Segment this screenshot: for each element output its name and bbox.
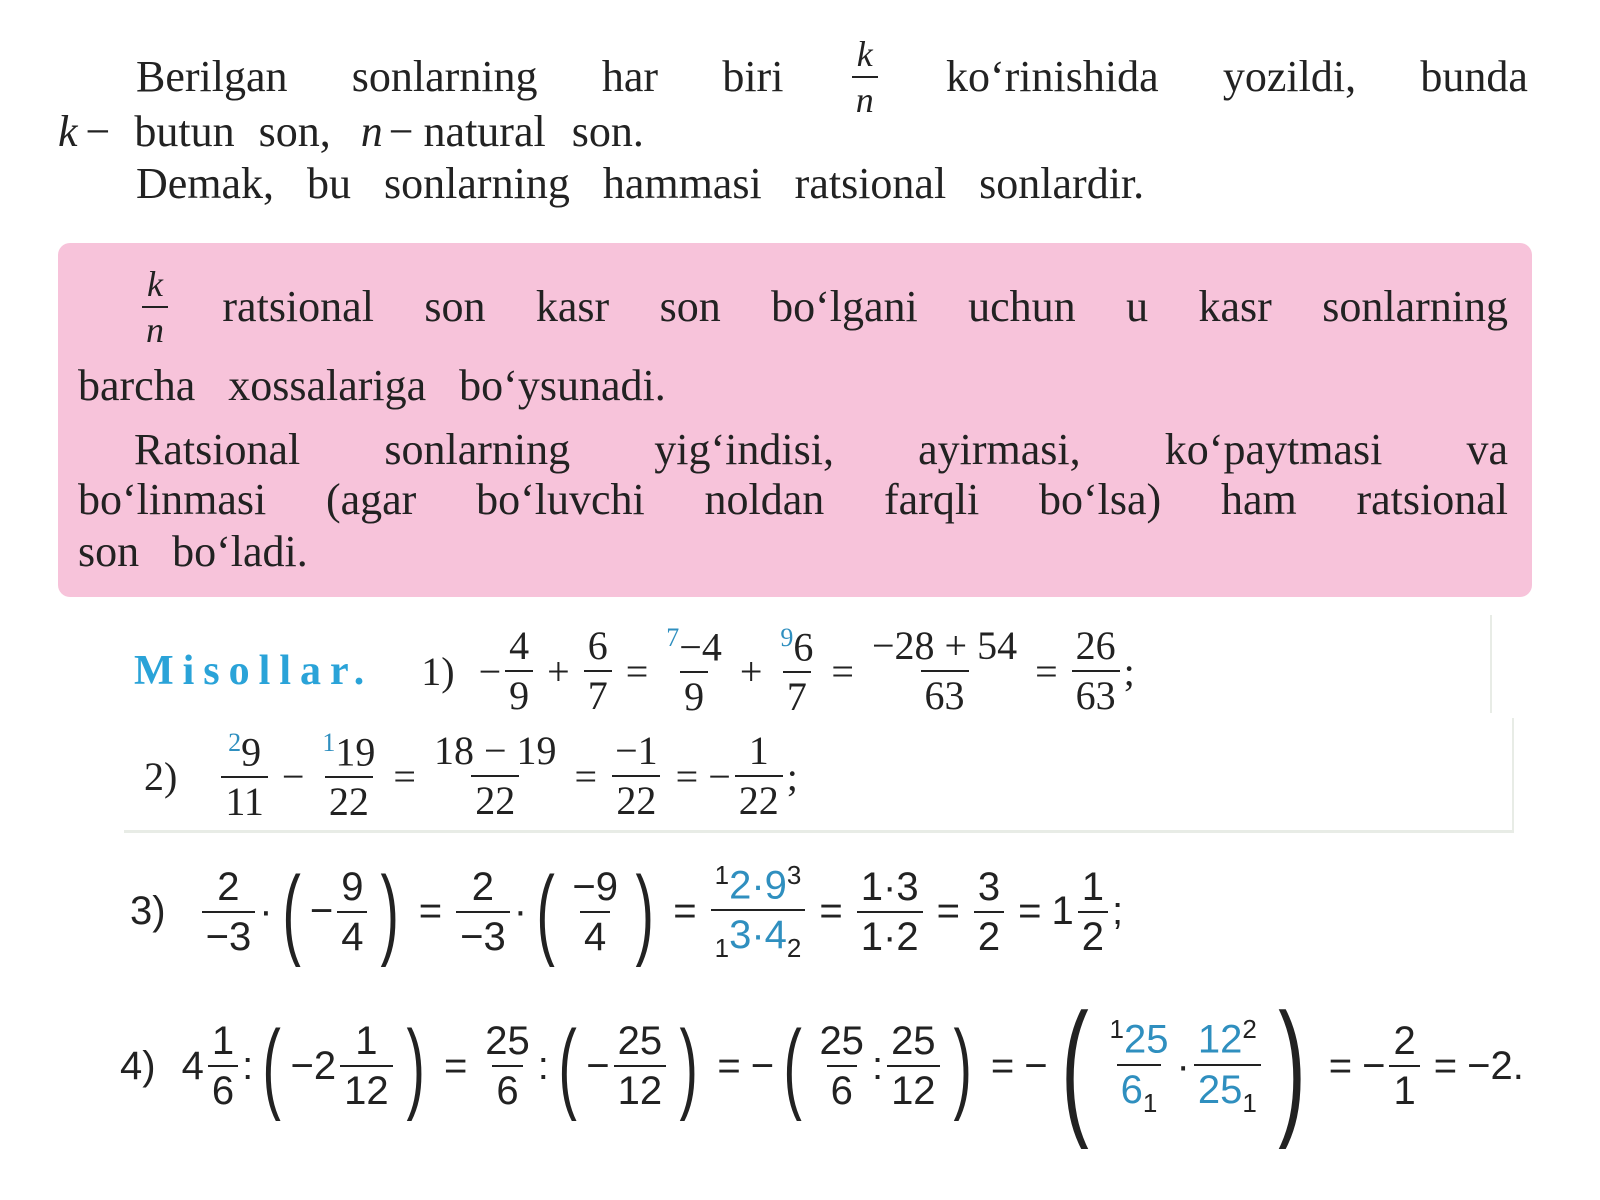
whole-part: −2 (290, 1043, 337, 1088)
denominator: 4 (580, 911, 610, 957)
numerator: k (147, 264, 163, 304)
rule-line-3 (134, 425, 1508, 474)
denominator: −3 (456, 911, 510, 957)
example-label: 4) (120, 1043, 156, 1088)
denominator: 1 (1389, 1065, 1419, 1111)
cancel-note: 1 (714, 860, 730, 890)
fraction (1072, 623, 1120, 719)
fraction (735, 728, 783, 824)
fraction (815, 1021, 868, 1111)
denominator: 7 (783, 671, 811, 717)
equals-sign: = (1433, 1043, 1458, 1088)
equals-sign: = (675, 753, 699, 799)
denominator (1194, 1064, 1261, 1116)
example-label: 2) (144, 753, 178, 799)
scale-factor: 7 (666, 623, 680, 652)
denominator: 12 (340, 1065, 393, 1111)
left-paren: ( (558, 1010, 577, 1122)
fraction (340, 1021, 393, 1111)
fraction (456, 864, 510, 959)
intro-line-2 (58, 107, 644, 156)
semicolon: ; (786, 753, 798, 799)
left-paren: ( (536, 855, 555, 968)
numerator-value: 6 (793, 624, 814, 670)
left-paren: ( (1060, 982, 1089, 1150)
colon-operator: : (871, 1043, 884, 1088)
word: kasr (535, 282, 610, 331)
equals-sign: = (717, 1043, 741, 1088)
word: bo‘linmasi (78, 475, 267, 524)
equals-sign: = (990, 1043, 1015, 1088)
denominator: 9 (505, 670, 533, 716)
word: farqli (883, 475, 980, 524)
scale-factor: 2 (228, 728, 242, 757)
colon-operator: : (537, 1043, 549, 1088)
left-paren: ( (282, 855, 301, 968)
cancel-note: 1 (714, 933, 730, 964)
right-paren: ) (380, 855, 400, 968)
divider (1490, 615, 1492, 713)
fraction (202, 864, 256, 959)
numerator (711, 862, 806, 909)
fraction (662, 623, 726, 720)
denominator (711, 909, 806, 964)
word: Ratsional (134, 425, 301, 474)
word: son (424, 282, 486, 331)
dot-operator: · (1176, 1043, 1190, 1088)
right-paren: ) (406, 1010, 425, 1122)
numerator: 1 (211, 1019, 235, 1063)
fraction (868, 623, 1021, 719)
rule-line-1 (138, 266, 1508, 348)
denominator: 2 (974, 911, 1004, 957)
word: ratsional (222, 282, 374, 331)
right-paren: ) (635, 855, 654, 968)
equals-sign: = (936, 889, 960, 934)
numerator: 1·3 (860, 864, 919, 909)
numerator: 2 (1393, 1019, 1416, 1063)
numerator (776, 625, 817, 671)
minus-sign: − (281, 753, 305, 799)
denominator: 4 (337, 911, 367, 957)
fraction (887, 1021, 940, 1111)
minus-sign: − (1362, 1043, 1386, 1088)
denominator: n (142, 306, 168, 348)
word: bo‘luvchi (476, 475, 645, 524)
word: son (659, 282, 721, 331)
example-4 (120, 982, 1524, 1150)
cancel-note: 2 (786, 933, 802, 964)
word: yozildi, (1222, 52, 1357, 101)
examples-heading: Misollar. (134, 648, 374, 695)
minus-sign: − (586, 1043, 610, 1088)
fraction (568, 864, 622, 959)
equals-sign: = (819, 889, 843, 934)
rule-line-2: barcha xossalariga bo‘ysunadi. (78, 361, 666, 410)
dash: − (85, 107, 111, 156)
numerator: k (856, 34, 873, 74)
word: va (1466, 425, 1508, 474)
semicolon: ; (1123, 648, 1135, 694)
denominator: 6 (827, 1065, 857, 1111)
numerator: 1 (355, 1019, 378, 1063)
word: sonlarning (384, 425, 571, 474)
fraction (1078, 864, 1108, 959)
word: sonlarning (351, 52, 538, 101)
denominator-value: 25 (1197, 1067, 1243, 1112)
minus-sign: − (1024, 1043, 1048, 1088)
right-paren: ) (679, 1010, 698, 1122)
plus-sign: + (547, 648, 570, 694)
dash: − (388, 107, 414, 156)
fraction (505, 623, 533, 719)
numerator-value: −4 (679, 624, 722, 670)
numerator: 2 (217, 864, 240, 909)
equals-sign: = (443, 1043, 468, 1088)
numerator: −28 + 54 (871, 623, 1018, 669)
numerator: 9 (341, 864, 364, 909)
numerator: 3 (977, 864, 1001, 909)
equals-sign: = (574, 753, 598, 799)
numerator: 25 (617, 1019, 663, 1063)
word: uchun (968, 282, 1076, 331)
whole-part: 1 (1051, 889, 1074, 934)
equals-sign: = (1328, 1043, 1353, 1088)
numerator: 25 (485, 1019, 530, 1063)
numerator: 1 (748, 728, 769, 774)
minus-sign: − (309, 889, 334, 934)
result: −2. (1467, 1043, 1524, 1088)
word: son. (571, 107, 644, 156)
fraction (611, 728, 662, 824)
denominator: 12 (614, 1065, 667, 1111)
minus-sign: − (708, 753, 731, 799)
fraction-k-over-n (142, 266, 168, 348)
fraction (614, 1021, 667, 1111)
equals-sign: = (831, 648, 854, 694)
fraction (584, 623, 612, 719)
numerator-value: 25 (1124, 1017, 1169, 1062)
example-label: 3) (130, 889, 166, 934)
numerator-value: 19 (335, 729, 376, 775)
denominator: 1·2 (857, 911, 923, 957)
denominator: 22 (471, 775, 519, 821)
numerator: 26 (1075, 623, 1116, 669)
numerator (318, 730, 379, 776)
minus-sign: − (478, 648, 502, 694)
word: biri (722, 52, 784, 101)
fraction (221, 728, 268, 825)
numerator-value: 12 (1197, 1017, 1243, 1062)
equals-sign: = (418, 889, 443, 934)
word: ham (1220, 475, 1297, 524)
fraction (974, 864, 1004, 959)
numerator: 25 (819, 1019, 864, 1063)
word: ko‘rinishida (945, 52, 1159, 101)
denominator: 9 (680, 671, 708, 717)
denominator: 12 (887, 1065, 940, 1111)
denominator: 22 (325, 776, 373, 822)
numerator: 2 (471, 864, 495, 909)
var-n: n (360, 107, 383, 156)
denominator: 7 (584, 670, 612, 716)
whole-part: 4 (181, 1043, 204, 1088)
denominator: 11 (221, 776, 268, 822)
dot-operator: · (259, 889, 273, 934)
denominator: 63 (1072, 670, 1120, 716)
intro-line-3: Demak, bu sonlarning hammasi ratsional sonlardir. (136, 159, 1145, 208)
fraction (481, 1021, 534, 1111)
word: butun (134, 107, 235, 156)
rule-line-5: son bo‘ladi. (78, 527, 308, 576)
numerator: 1 (1081, 864, 1105, 909)
numerator (224, 730, 265, 776)
word: yig‘indisi, (654, 425, 834, 474)
example-1 (134, 623, 1135, 720)
denominator: −3 (202, 911, 256, 957)
word: noldan (704, 475, 825, 524)
equals-sign: = (625, 648, 649, 694)
word: bunda (1420, 52, 1528, 101)
numerator (1194, 1016, 1261, 1063)
denominator: 22 (735, 775, 783, 821)
plus-sign: + (739, 648, 763, 694)
fraction (208, 1021, 238, 1111)
word: ratsional (1356, 475, 1508, 524)
minus-sign: − (750, 1043, 775, 1088)
word: ko‘paytmasi (1164, 425, 1383, 474)
fraction-cancelled (1194, 1014, 1261, 1118)
cancel-note: 1 (1242, 1087, 1257, 1118)
numerator: 4 (509, 623, 530, 669)
rule-line-4 (78, 475, 1508, 524)
scale-factor: 1 (322, 728, 336, 757)
denominator: 2 (1078, 911, 1108, 957)
numerator (662, 625, 726, 671)
fraction (337, 864, 367, 959)
word: kasr (1198, 282, 1272, 331)
word: u (1126, 282, 1149, 331)
denominator: n (852, 76, 878, 118)
example-2 (144, 728, 798, 825)
equals-sign: = (1035, 648, 1058, 694)
denominator: 63 (921, 670, 969, 716)
denominator: 6 (492, 1065, 522, 1111)
cancel-note: 2 (1242, 1014, 1257, 1045)
word: Berilgan (136, 52, 288, 101)
cancel-note: 3 (786, 860, 802, 890)
semicolon: ; (1112, 889, 1124, 934)
word: son, (258, 107, 331, 156)
numerator (1106, 1016, 1173, 1063)
cancel-note: 1 (1109, 1014, 1125, 1045)
equals-sign: = (1018, 889, 1042, 934)
word: (agar (325, 475, 417, 524)
word: har (601, 52, 659, 101)
fraction (857, 864, 923, 959)
fraction (776, 623, 817, 720)
numerator-value: 2·9 (729, 863, 787, 908)
numerator: 6 (587, 623, 608, 669)
cancel-note: 1 (1142, 1087, 1158, 1118)
word: ayirmasi, (918, 425, 1081, 474)
denominator-value: 6 (1120, 1067, 1143, 1112)
numerator: −1 (615, 728, 658, 774)
numerator: 18 − 19 (433, 728, 557, 774)
fraction-cancelled (1106, 1014, 1173, 1118)
right-paren: ) (1278, 982, 1306, 1150)
example-3 (130, 855, 1124, 968)
numerator: −9 (572, 864, 618, 909)
fraction (318, 728, 379, 825)
colon-operator: : (242, 1043, 254, 1088)
left-paren: ( (783, 1010, 802, 1122)
numerator-value: 9 (241, 729, 262, 775)
denominator (1117, 1064, 1162, 1116)
word: bo‘lsa) (1039, 475, 1162, 524)
denominator: 6 (208, 1065, 238, 1111)
fraction-cancelled (711, 860, 806, 964)
left-paren: ( (262, 1010, 282, 1122)
fraction (1389, 1021, 1419, 1111)
denominator-value: 3·4 (729, 913, 787, 958)
scale-factor: 9 (780, 623, 794, 652)
word: natural (423, 107, 546, 156)
denominator: 22 (612, 775, 660, 821)
right-paren: ) (953, 1010, 972, 1122)
dot-operator: · (513, 889, 528, 934)
var-k: k (58, 107, 78, 156)
numerator: 25 (891, 1019, 936, 1063)
equals-sign: = (673, 889, 697, 934)
fraction (430, 728, 561, 824)
word: bo‘lgani (771, 282, 918, 331)
equals-sign: = (393, 753, 416, 799)
word: sonlarning (1322, 282, 1508, 331)
example-label: 1) (421, 648, 455, 694)
intro-line-1 (136, 36, 1528, 118)
fraction-k-over-n (852, 36, 878, 118)
